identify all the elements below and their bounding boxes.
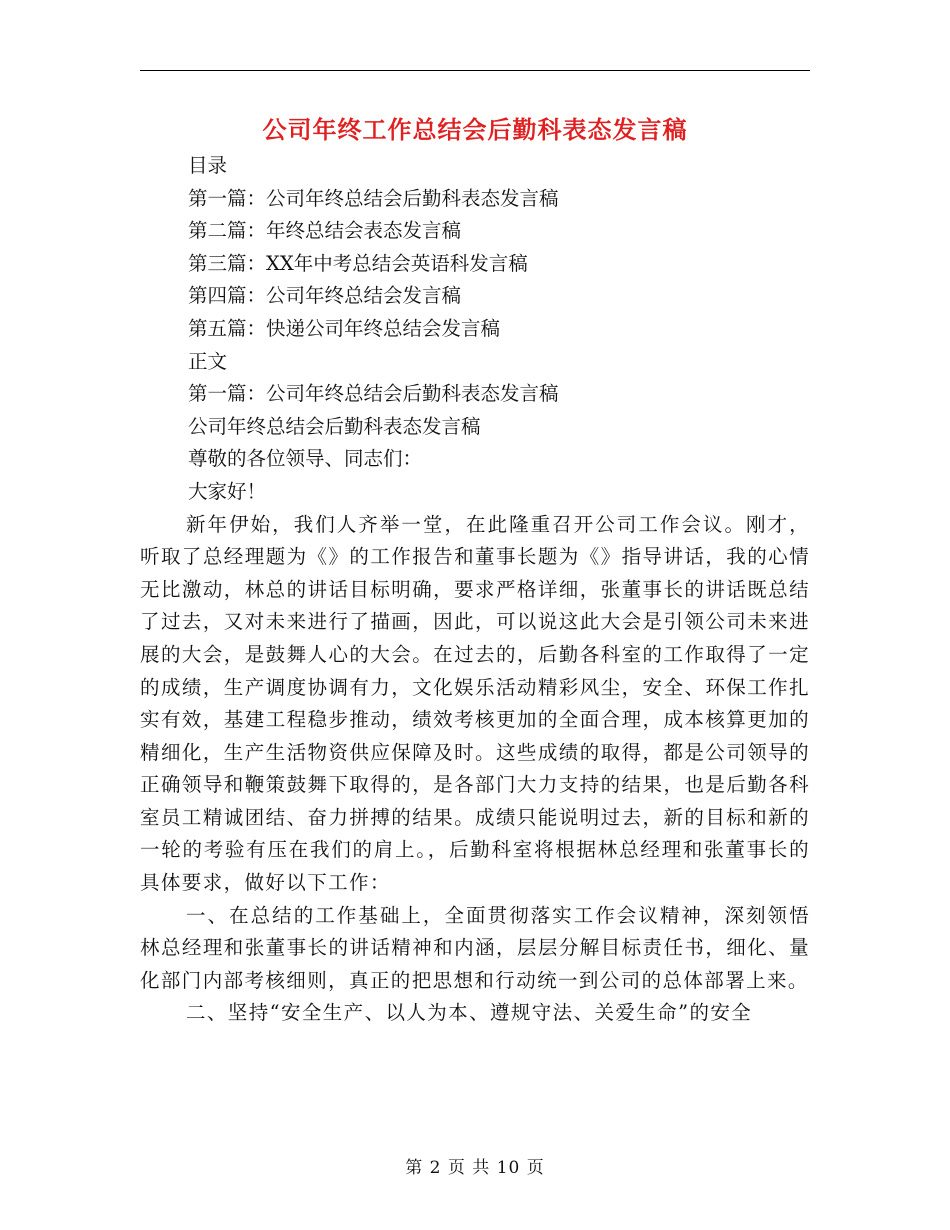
greeting: 大家好！ (188, 479, 267, 503)
document-title: 公司年终工作总结会后勤科表态发言稿 (262, 116, 688, 144)
document-body (140, 150, 810, 1030)
toc-item-2: 第二篇：年终总结会表态发言稿 (188, 219, 462, 243)
paragraph-3: 二、坚持“安全生产、以人为本、遵规守法、关爱生命”的安全 (186, 1001, 753, 1025)
toc-item-5: 第五篇：快递公司年终总结会发言稿 (188, 316, 501, 340)
paragraph-2: 一、在总结的工作基础上，全面贯彻落实工作会议精神，深刻领悟林总经理和张董事长的讲话精神和内涵，层层分解目标责任书，细化、量化部门内部考核细则，真正的把思想和行动统一到公司的总体部署上来。 (140, 903, 810, 992)
paragraph-1: 新年伊始，我们人齐举一堂，在此隆重召开公司工作会议。刚才，听取了总经理题为《》的工作报告和董事长题为《》指导讲话，我的心情无比激动，林总的讲话目标明确，要求严格详细，张董事长的讲话既总结了过去，又对未来进行了描画，因此，可以说这此大会是引领公司未来进展的大会，是鼓舞人心的大会。在过去的，后勤各科室的工作取得了一定的成绩，生产调度协调有力，文化娱乐活动精彩风尘，安全、环保工作扎实有效，基建工程稳步推动，绩效考核更加的全面合理，成本核算更加的精细化，生产生活物资供应保障及时。这些成绩的取得，都是公司领导的正确领导和鞭策鼓舞下取得的，是各部门大力支持的结果，也是后勤各科室员工精诚团结、奋力拼搏的结果。成绩只能说明过去，新的目标和新的一轮的考验有压在我们的肩上。，后勤科室将根据林总经理和张董事长的具体要求，做好以下工作： (140, 512, 810, 895)
salutation: 尊敬的各位领导、同志们： (188, 447, 423, 471)
toc-item-1: 第一篇：公司年终总结会后勤科表态发言稿 (188, 186, 559, 210)
header-rule (140, 70, 810, 71)
section-title: 第一篇：公司年终总结会后勤科表态发言稿 (188, 382, 559, 406)
toc-item-3: 第三篇：XX年中考总结会英语科发言稿 (188, 251, 528, 275)
toc-heading: 目录 (188, 154, 228, 177)
body-heading: 正文 (188, 349, 228, 373)
toc-item-4: 第四篇：公司年终总结会发言稿 (188, 284, 462, 308)
page-footer: 第 2 页 共 10 页 (405, 1158, 545, 1178)
speech-title: 公司年终总结会后勤科表态发言稿 (188, 414, 481, 438)
